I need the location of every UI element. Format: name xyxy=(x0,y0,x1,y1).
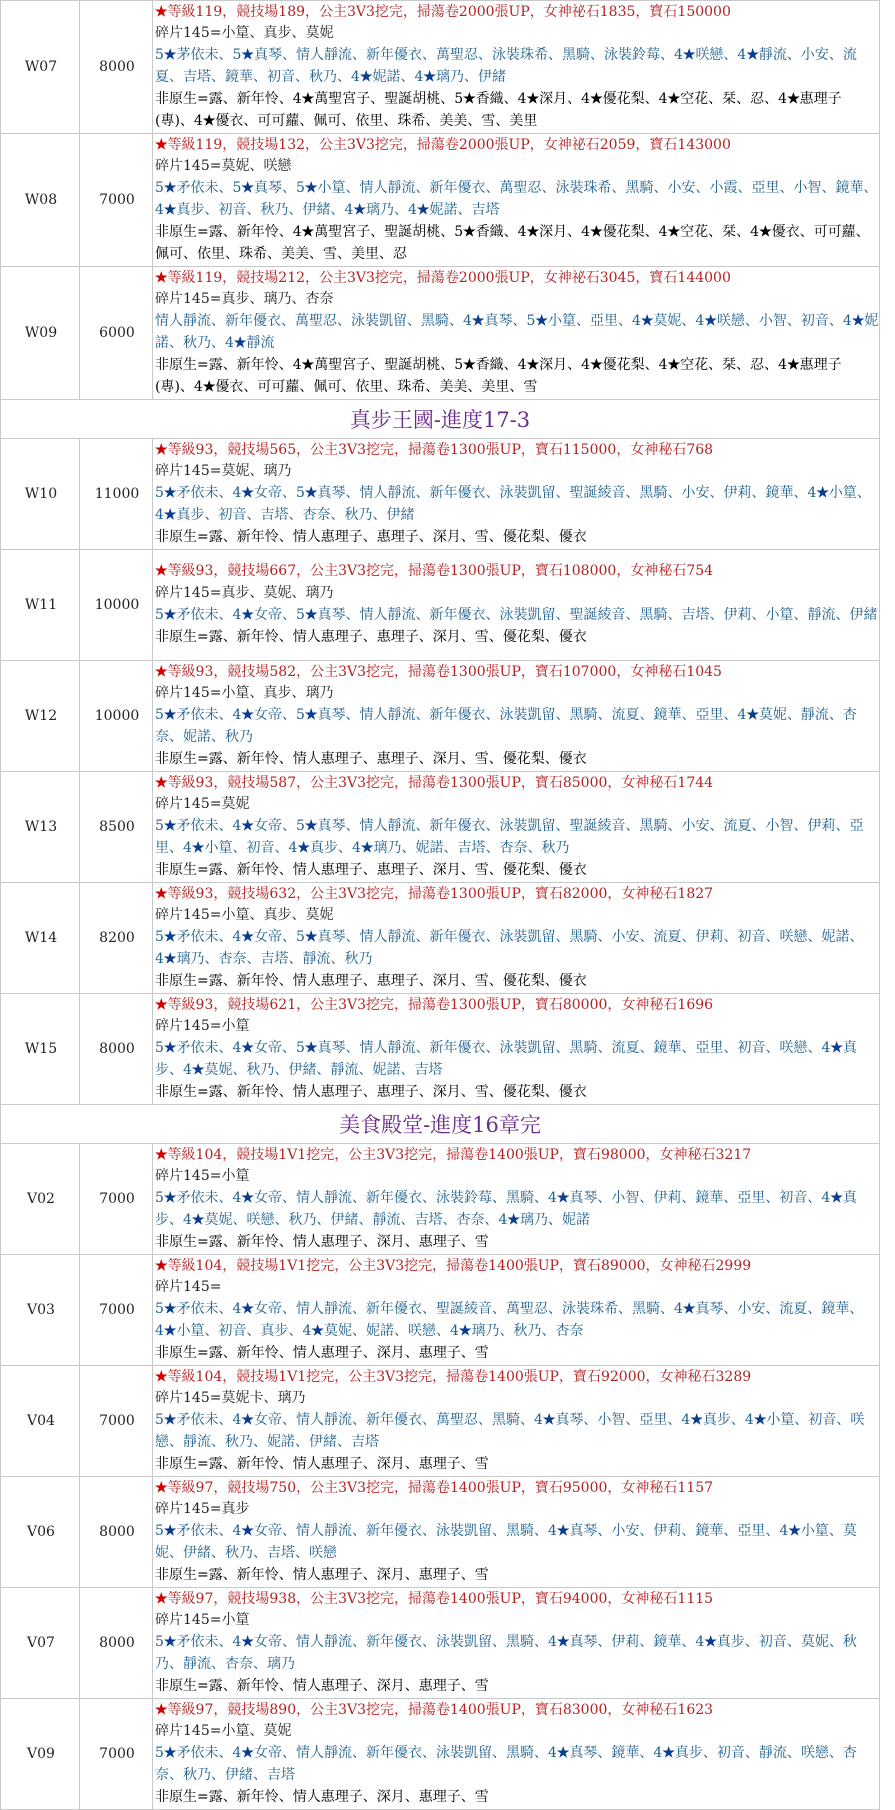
star-icon: ★ xyxy=(163,1745,177,1762)
star-icon: ★ xyxy=(535,313,548,330)
account-code: W13 xyxy=(1,772,80,883)
characters-line: 5★矛依未、4★女帝、情人靜流、新年優衣、泳裝凱留、黑騎、4★真琴、小安、伊莉、鏡華、亞里、4★小篂、莫妮、伊緒、秋乃、吉塔、咲戀 xyxy=(155,1523,857,1561)
star-icon: ★ xyxy=(590,356,603,373)
star-icon: ★ xyxy=(788,1523,801,1540)
account-row xyxy=(1,1,880,134)
characters-line: 5★矛依未、4★女帝、情人靜流、新年優衣、泳裝凱留、黑騎、4★真琴、伊莉、鏡華、4★真步、初音、莫妮、秋乃、靜流、杏奈、璃乃 xyxy=(155,1634,857,1672)
star-icon: ★ xyxy=(241,707,254,724)
account-details xyxy=(153,1255,880,1366)
star-icon: ★ xyxy=(301,90,315,107)
characters-line: 5★矛依未、4★女帝、5★真琴、情人靜流、新年優衣、泳裝凱留、黑騎、小安、流夏、伊莉、初音、咲戀、妮諾、4★璃乃、杏奈、吉塔、靜流、秋乃 xyxy=(155,929,864,967)
non-native-line: 非原生=露、新年怜、情人惠理子、惠理子、深月、雪、優花梨、優衣 xyxy=(155,628,587,645)
fragment-line: 碎片145=小篂 xyxy=(155,1168,250,1185)
star-icon: ★ xyxy=(590,223,603,240)
star-icon: ★ xyxy=(155,1590,168,1607)
star-icon: ★ xyxy=(155,996,168,1013)
account-amount: 7000 xyxy=(80,1366,153,1477)
star-icon: ★ xyxy=(163,1322,177,1339)
non-native-line: 非原生=露、新年怜、情人惠理子、深月、惠理子、雪 xyxy=(155,1566,489,1583)
star-icon: ★ xyxy=(155,1479,168,1496)
star-icon: ★ xyxy=(311,1322,324,1339)
star-icon: ★ xyxy=(526,90,540,107)
stats-line: ★等級119，競技場189，公主3V3挖完，掃蕩卷2000張UP，女神祕石1835，寶石150000 xyxy=(155,3,731,20)
non-native-line: 非原生=露、新年怜、情人惠理子、惠理子、深月、雪、優花梨、優衣 xyxy=(155,750,587,767)
star-icon: ★ xyxy=(241,1301,254,1318)
star-icon: ★ xyxy=(163,506,177,523)
account-amount: 7000 xyxy=(80,134,153,267)
star-icon: ★ xyxy=(753,1412,767,1429)
account-details xyxy=(153,772,880,883)
non-native-line: 非原生=露、新年怜、情人惠理子、深月、惠理子、雪 xyxy=(155,1677,489,1694)
star-icon: ★ xyxy=(458,1322,472,1339)
star-icon: ★ xyxy=(155,1257,168,1274)
star-icon: ★ xyxy=(241,1190,254,1207)
account-row xyxy=(1,1699,880,1810)
star-icon: ★ xyxy=(191,839,205,856)
stats-line: ★等級104，競技場1V1挖完，公主3V3挖完，掃蕩卷1400張UP，寶石92000，女神秘石3289 xyxy=(155,1368,752,1385)
star-icon: ★ xyxy=(163,1301,177,1318)
fragment-line: 碎片145=真步、璃乃、杏奈 xyxy=(155,291,334,308)
account-details xyxy=(153,883,880,994)
star-icon: ★ xyxy=(507,1211,520,1228)
star-icon: ★ xyxy=(759,223,772,240)
account-code: W14 xyxy=(1,883,80,994)
section-header-row xyxy=(1,400,880,439)
star-icon: ★ xyxy=(304,929,318,946)
account-row xyxy=(1,1366,880,1477)
star-icon: ★ xyxy=(556,1634,570,1651)
star-icon: ★ xyxy=(690,1412,703,1429)
star-icon: ★ xyxy=(241,929,254,946)
section-3 xyxy=(1,1105,880,1144)
characters-line: 5★矛依未、4★女帝、情人靜流、新年優衣、聖誕綾音、萬聖忍、泳裝珠希、黑騎、4★真琴、小安、流夏、鏡華、4★小篂、初音、真步、4★莫妮、妮諾、咲戀、4★璃乃、秋乃、杏奈 xyxy=(155,1301,864,1339)
account-row xyxy=(1,661,880,772)
account-details xyxy=(153,994,880,1105)
star-icon: ★ xyxy=(463,356,476,373)
fragment-line: 碎片145=莫妮 xyxy=(155,796,250,813)
non-native-line: 非原生=露、新年怜、情人惠理子、深月、惠理子、雪 xyxy=(155,1233,489,1250)
star-icon: ★ xyxy=(640,313,654,330)
star-icon: ★ xyxy=(163,1634,177,1651)
stats-line: ★等級93，競技場667，公主3V3挖完，掃蕩卷1300張UP，寶石108000，女神秘石754 xyxy=(155,563,714,580)
star-icon: ★ xyxy=(191,1061,205,1078)
star-icon: ★ xyxy=(163,47,177,64)
star-icon: ★ xyxy=(191,1211,205,1228)
characters-line: 5★茅依未、5★真琴、情人靜流、新年優衣、萬聖忍、泳裝珠希、黑騎、泳裝鈴莓、4★咲戀、4★靜流、小安、流夏、吉塔、鏡華、初音、秋乃、4★妮諾、4★璃乃、伊緒 xyxy=(155,47,857,85)
star-icon: ★ xyxy=(556,1190,570,1207)
group-2-rows xyxy=(1,439,880,1105)
star-icon: ★ xyxy=(155,441,168,458)
star-icon: ★ xyxy=(304,818,318,835)
star-icon: ★ xyxy=(241,47,254,64)
non-native-line: 非原生=露、新年怜、情人惠理子、深月、惠理子、雪 xyxy=(155,1788,489,1805)
characters-line: 5★矛依未、4★女帝、5★真琴、情人靜流、新年優衣、泳裝凱留、聖誕綾音、黑騎、小安、伊莉、鏡華、4★小篂、4★真步、初音、吉塔、杏奈、秋乃、伊緒 xyxy=(155,485,871,523)
star-icon: ★ xyxy=(241,607,254,623)
account-amount: 8200 xyxy=(80,883,153,994)
star-icon: ★ xyxy=(301,356,315,373)
account-amount: 7000 xyxy=(80,1255,153,1366)
star-icon: ★ xyxy=(304,485,318,502)
characters-line: 5★矛依未、4★女帝、5★真琴、情人靜流、新年優衣、泳裝凱留、黑騎、流夏、鏡華、亞里、初音、咲戀、4★真步、4★莫妮、秋乃、伊緒、靜流、妮諾、吉塔 xyxy=(155,1040,857,1078)
non-native-line: 非原生=露、新年怜、情人惠理子、惠理子、深月、雪、優花梨、優衣 xyxy=(155,528,587,545)
star-icon: ★ xyxy=(155,774,168,791)
non-native-line: 非原生=露、新年怜、情人惠理子、惠理子、深月、雪、優花梨、優衣 xyxy=(155,861,587,878)
stats-line: ★等級93，競技場632，公主3V3挖完，掃蕩卷1300張UP，寶石82000，女神秘石1827 xyxy=(155,885,714,902)
stats-line: ★等級119，競技場212，公主3V3挖完，掃蕩卷2000張UP，女神祕石3045，寶石144000 xyxy=(155,269,731,286)
account-code: W09 xyxy=(1,267,80,400)
star-icon: ★ xyxy=(163,180,177,197)
stats-line: ★等級97，競技場750，公主3V3挖完，掃蕩卷1400張UP，寶石95000，女神秘石1157 xyxy=(155,1479,714,1496)
star-icon: ★ xyxy=(704,1634,717,1651)
star-icon: ★ xyxy=(301,223,315,240)
star-icon: ★ xyxy=(304,707,318,724)
star-icon: ★ xyxy=(163,202,177,218)
fragment-line: 碎片145=小篂、真步、璃乃 xyxy=(155,685,334,702)
non-native-line: 非原生=露、新年怜、4★萬聖宮子、聖誕胡桃、5★香織、4★深月、4★優花梨、4★空花、栞、忍、4★惠理子(專)、4★優衣、可可蘿、佩可、依里、珠希、美美、雪、美里 xyxy=(155,90,842,129)
section-title: 美食殿堂-進度16章完 xyxy=(1,1105,880,1144)
star-icon: ★ xyxy=(163,1523,177,1540)
account-code: V07 xyxy=(1,1588,80,1699)
star-icon: ★ xyxy=(463,90,476,107)
account-details xyxy=(153,1588,880,1699)
star-icon: ★ xyxy=(163,818,177,835)
account-details xyxy=(153,267,880,400)
star-icon: ★ xyxy=(163,607,177,623)
star-icon: ★ xyxy=(304,607,318,623)
characters-line: 5★矛依未、4★女帝、情人靜流、新年優衣、萬聖忍、黑騎、4★真琴、小智、亞里、4★真步、4★小篂、初音、咲戀、靜流、秋乃、妮諾、伊緒、吉塔 xyxy=(155,1412,865,1450)
account-row xyxy=(1,267,880,400)
account-details xyxy=(153,1699,880,1810)
star-icon: ★ xyxy=(304,180,318,197)
account-code: V04 xyxy=(1,1366,80,1477)
characters-line: 5★矛依未、4★女帝、情人靜流、新年優衣、泳裝凱留、黑騎、4★真琴、鏡華、4★真步、初音、靜流、咲戀、杏奈、秋乃、伊緒、吉塔 xyxy=(155,1745,857,1783)
stats-line: ★等級93，競技場565，公主3V3挖完，掃蕩卷1300張UP，寶石115000，女神秘石768 xyxy=(155,441,714,458)
stats-line: ★等級93，競技場621，公主3V3挖完，掃蕩卷1300張UP，寶石80000，女神秘石1696 xyxy=(155,996,714,1013)
star-icon: ★ xyxy=(304,1040,318,1057)
non-native-line: 非原生=露、新年怜、4★萬聖宮子、聖誕胡桃、5★香織、4★深月、4★優花梨、4★空花、栞、忍、4★惠理子(專)、4★優衣、可可蘿、佩可、依里、珠希、美美、美里、雪 xyxy=(155,356,842,395)
stats-line: ★等級104，競技場1V1挖完，公主3V3挖完，掃蕩卷1400張UP，寶石89000，女神秘石2999 xyxy=(155,1257,752,1274)
account-row xyxy=(1,1144,880,1255)
fragment-line: 碎片145=真步 xyxy=(155,1501,250,1518)
star-icon: ★ xyxy=(556,1745,570,1762)
star-icon: ★ xyxy=(787,90,800,107)
characters-line: 5★矛依未、4★女帝、情人靜流、新年優衣、泳裝鈴莓、黑騎、4★真琴、小智、伊莉、鏡華、亞里、初音、4★真步、4★莫妮、咲戀、秋乃、伊緒、靜流、吉塔、杏奈、4★璃乃、妮諾 xyxy=(155,1190,857,1228)
account-row xyxy=(1,550,880,661)
fragment-line: 碎片145=小篂、真步、莫妮 xyxy=(155,25,334,42)
fragment-line: 碎片145=小篂、莫妮 xyxy=(155,1723,292,1740)
fragment-line: 碎片145=小篂、真步、莫妮 xyxy=(155,907,334,924)
section-header-row xyxy=(1,1105,880,1144)
stats-line: ★等級93，競技場582，公主3V3挖完，掃蕩卷1300張UP，寶石107000，女神秘石1045 xyxy=(155,663,722,680)
non-native-line: 非原生=露、新年怜、情人惠理子、惠理子、深月、雪、優花梨、優衣 xyxy=(155,1083,587,1100)
account-code: W08 xyxy=(1,134,80,267)
account-amount: 8500 xyxy=(80,772,153,883)
account-code: V03 xyxy=(1,1255,80,1366)
non-native-line: 非原生=露、新年怜、4★萬聖宮子、聖誕胡桃、5★香織、4★深月、4★優花梨、4★空花、栞、4★優衣、可可蘿、佩可、依里、珠希、美美、雪、美里、忍 xyxy=(155,223,870,262)
account-details xyxy=(153,1,880,134)
fragment-line: 碎片145=莫妮卡、璃乃 xyxy=(155,1390,306,1407)
fragment-line: 碎片145=莫妮、咲戀 xyxy=(155,158,292,175)
characters-line: 5★矛依未、5★真琴、5★小篂、情人靜流、新年優衣、萬聖忍、泳裝珠希、黑騎、小安、小霞、亞里、小智、鏡華、4★真步、初音、秋乃、伊緒、4★璃乃、4★妮諾、吉塔 xyxy=(155,180,878,218)
star-icon: ★ xyxy=(423,69,436,85)
star-icon: ★ xyxy=(816,485,829,502)
star-icon: ★ xyxy=(233,335,247,351)
star-icon: ★ xyxy=(163,929,177,946)
star-icon: ★ xyxy=(155,1701,168,1718)
fragment-line: 碎片145= xyxy=(155,1279,222,1296)
star-icon: ★ xyxy=(163,1190,177,1207)
star-icon: ★ xyxy=(241,1040,254,1057)
account-details xyxy=(153,1144,880,1255)
fragment-line: 碎片145=真步、莫妮、璃乃 xyxy=(155,585,334,602)
star-icon: ★ xyxy=(155,563,168,580)
section-2 xyxy=(1,400,880,439)
account-code: V06 xyxy=(1,1477,80,1588)
star-icon: ★ xyxy=(746,47,759,64)
stats-line: ★等級97，競技場890，公主3V3挖完，掃蕩卷1400張UP，寶石83000，女神秘石1623 xyxy=(155,1701,714,1718)
star-icon: ★ xyxy=(590,90,603,107)
account-row xyxy=(1,1255,880,1366)
fragment-line: 碎片145=小篂 xyxy=(155,1612,250,1629)
star-icon: ★ xyxy=(297,839,310,856)
account-amount: 8000 xyxy=(80,1588,153,1699)
fragment-line: 碎片145=莫妮、璃乃 xyxy=(155,463,292,480)
star-icon: ★ xyxy=(155,663,168,680)
star-icon: ★ xyxy=(155,269,168,286)
star-icon: ★ xyxy=(163,485,177,502)
account-details xyxy=(153,550,880,661)
account-code: W15 xyxy=(1,994,80,1105)
account-amount: 10000 xyxy=(80,661,153,772)
star-icon: ★ xyxy=(682,47,696,64)
account-row xyxy=(1,994,880,1105)
star-icon: ★ xyxy=(155,1368,168,1385)
star-icon: ★ xyxy=(787,356,800,373)
star-icon: ★ xyxy=(202,378,216,395)
star-icon: ★ xyxy=(241,485,254,502)
star-icon: ★ xyxy=(241,180,254,197)
account-row xyxy=(1,772,880,883)
star-icon: ★ xyxy=(682,1301,696,1318)
account-code: W07 xyxy=(1,1,80,134)
star-icon: ★ xyxy=(526,223,540,240)
characters-line: 情人靜流、新年優衣、萬聖忍、泳裝凱留、黑騎、4★真琴、5★小篂、亞里、4★莫妮、4★咲戀、小智、初音、4★妮諾、秋乃、4★靜流 xyxy=(155,313,879,351)
characters-line: 5★矛依未、4★女帝、5★真琴、情人靜流、新年優衣、泳裝凱留、聖誕綾音、黑騎、吉塔、伊莉、小篂、靜流、伊緒 xyxy=(155,607,878,623)
star-icon: ★ xyxy=(163,1040,177,1057)
star-icon: ★ xyxy=(830,1040,843,1057)
account-details xyxy=(153,1477,880,1588)
star-icon: ★ xyxy=(471,313,485,330)
star-icon: ★ xyxy=(155,1146,168,1163)
characters-line: 5★矛依未、4★女帝、5★真琴、情人靜流、新年優衣、泳裝凱留、黑騎、流夏、鏡華、亞里、4★莫妮、靜流、杏奈、妮諾、秋乃 xyxy=(155,707,857,745)
group-1-rows xyxy=(1,1,880,400)
account-row xyxy=(1,1588,880,1699)
star-icon: ★ xyxy=(746,707,759,724)
section-title: 真步王國-進度17-3 xyxy=(1,400,880,439)
account-row xyxy=(1,1477,880,1588)
star-icon: ★ xyxy=(353,202,366,218)
star-icon: ★ xyxy=(241,1745,254,1762)
non-native-line: 非原生=露、新年怜、情人惠理子、深月、惠理子、雪 xyxy=(155,1344,489,1361)
account-details xyxy=(153,661,880,772)
non-native-line: 非原生=露、新年怜、情人惠理子、深月、惠理子、雪 xyxy=(155,1455,489,1472)
account-row xyxy=(1,134,880,267)
account-code: V02 xyxy=(1,1144,80,1255)
star-icon: ★ xyxy=(359,69,373,85)
star-icon: ★ xyxy=(463,223,476,240)
star-icon: ★ xyxy=(163,950,177,967)
star-icon: ★ xyxy=(851,313,865,330)
stats-line: ★等級104，競技場1V1挖完，公主3V3挖完，掃蕩卷1400張UP，寶石98000，女神秘石3217 xyxy=(155,1146,752,1163)
account-details xyxy=(153,439,880,550)
star-icon: ★ xyxy=(202,112,216,129)
star-icon: ★ xyxy=(542,1412,556,1429)
characters-line: 5★矛依未、4★女帝、5★真琴、情人靜流、新年優衣、泳裝凱留、聖誕綾音、黑騎、小安、流夏、小智、伊莉、亞里、4★小篂、初音、4★真步、4★璃乃、妮諾、吉塔、杏奈、秋乃 xyxy=(155,818,864,856)
star-icon: ★ xyxy=(155,136,168,153)
account-amount: 6000 xyxy=(80,267,153,400)
account-amount: 11000 xyxy=(80,439,153,550)
account-code: W10 xyxy=(1,439,80,550)
star-icon: ★ xyxy=(662,1745,675,1762)
account-row xyxy=(1,883,880,994)
account-amount: 7000 xyxy=(80,1699,153,1810)
account-details xyxy=(153,1366,880,1477)
star-icon: ★ xyxy=(163,707,177,724)
stats-line: ★等級97，競技場938，公主3V3挖完，掃蕩卷1400張UP，寶石94000，女神秘石1115 xyxy=(155,1590,714,1607)
star-icon: ★ xyxy=(155,885,168,902)
star-icon: ★ xyxy=(667,356,681,373)
account-code: W11 xyxy=(1,550,80,661)
account-amount: 7000 xyxy=(80,1144,153,1255)
star-icon: ★ xyxy=(241,1634,254,1651)
star-icon: ★ xyxy=(667,223,681,240)
stats-line: ★等級93，競技場587，公主3V3挖完，掃蕩卷1300張UP，寶石85000，女神秘石1744 xyxy=(155,774,714,791)
account-details xyxy=(153,134,880,267)
star-icon: ★ xyxy=(830,1190,843,1207)
star-icon: ★ xyxy=(667,90,681,107)
stats-line: ★等級119，競技場132，公主3V3挖完，掃蕩卷2000張UP，女神祕石2059，寶石143000 xyxy=(155,136,731,153)
account-code: W12 xyxy=(1,661,80,772)
star-icon: ★ xyxy=(360,839,374,856)
star-icon: ★ xyxy=(241,1412,254,1429)
account-amount: 8000 xyxy=(80,994,153,1105)
account-amount: 8000 xyxy=(80,1477,153,1588)
star-icon: ★ xyxy=(241,1523,254,1540)
star-icon: ★ xyxy=(526,356,540,373)
star-icon: ★ xyxy=(556,1523,570,1540)
star-icon: ★ xyxy=(704,313,717,330)
account-row xyxy=(1,439,880,550)
non-native-line: 非原生=露、新年怜、情人惠理子、惠理子、深月、雪、優花梨、優衣 xyxy=(155,972,587,989)
account-amount: 8000 xyxy=(80,1,153,134)
star-icon: ★ xyxy=(241,818,254,835)
star-icon: ★ xyxy=(155,3,168,20)
account-code: V09 xyxy=(1,1699,80,1810)
fragment-line: 碎片145=小篂 xyxy=(155,1018,250,1035)
group-3-rows xyxy=(1,1144,880,1810)
account-amount: 10000 xyxy=(80,550,153,661)
star-icon: ★ xyxy=(163,1412,177,1429)
star-icon: ★ xyxy=(416,202,430,218)
